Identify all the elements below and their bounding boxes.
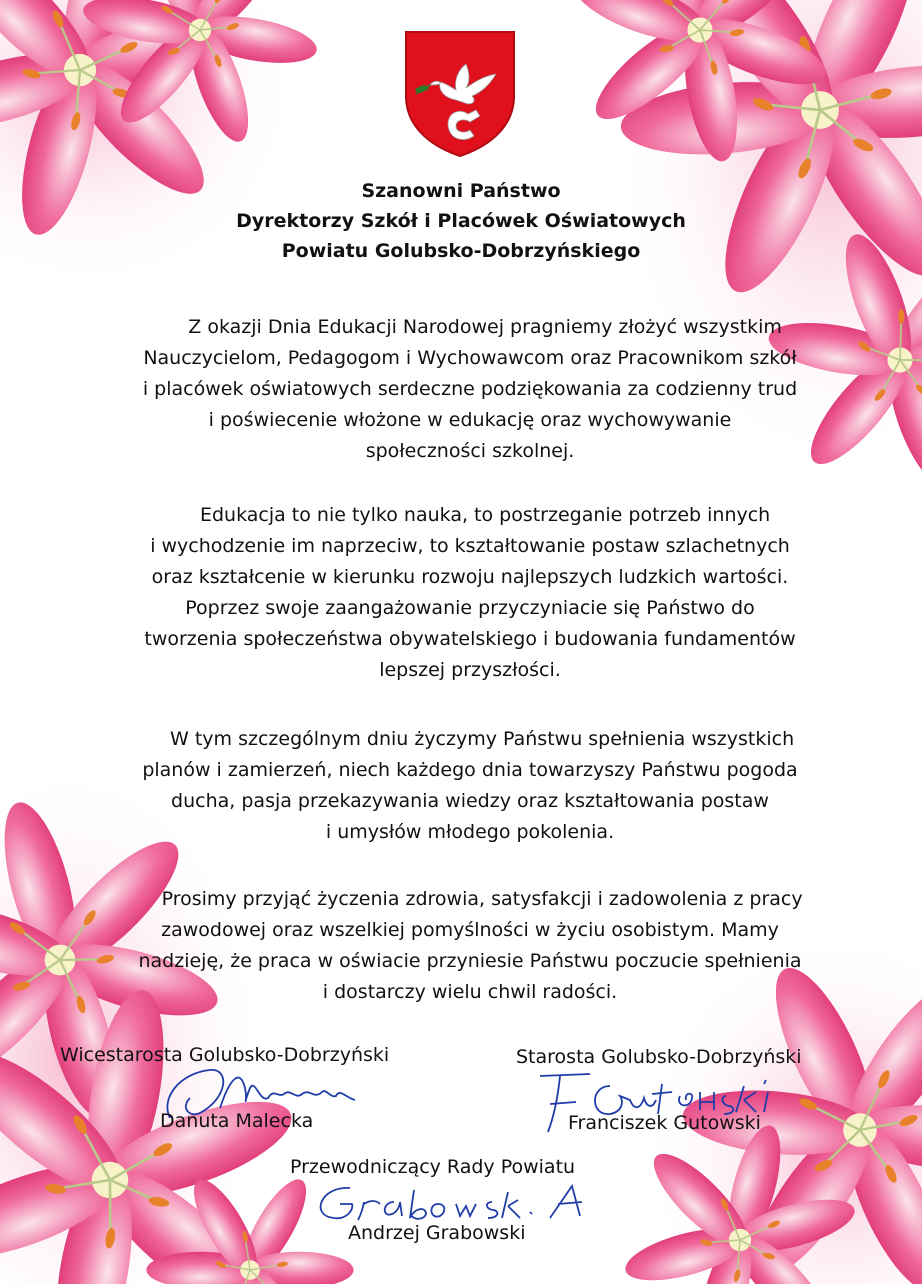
letter-heading [0, 176, 922, 266]
paragraph-3 [90, 724, 850, 848]
paragraph-line: W tym szczególnym dniu życzymy Państwu spełnienia wszystkich [145, 728, 795, 750]
council-chair-title: Przewodniczący Rady Powiatu [290, 1156, 576, 1178]
coat-of-arms-crest [404, 30, 516, 158]
paragraph-line: nadzieję, że praca w oświacie przyniesie Państwu poczucie spełnienia [138, 950, 802, 972]
paragraph-line: Z okazji Dnia Edukacji Narodowej pragniemy złożyć wszystkim [158, 316, 782, 338]
heading-line-2: Dyrektorzy Szkół i Placówek Oświatowych [236, 210, 686, 232]
paragraph-2 [90, 500, 850, 686]
paragraph-line: i dostarczy wielu chwil radości. [322, 981, 618, 1003]
starost-name: Franciszek Gutowski [568, 1112, 761, 1134]
paragraph-line: i wychodzenie im naprzeciw, to kształtowanie postaw szlachetnych [150, 535, 790, 557]
paragraph-line: zawodowej oraz wszelkiej pomyślności w życiu osobistym. Mamy [161, 919, 779, 941]
heading-line-1: Szanowni Państwo [361, 180, 561, 202]
paragraph-4 [90, 884, 850, 1008]
paragraph-line: społeczności szkolnej. [365, 440, 575, 462]
paragraph-line: tworzenia społeczeństwa obywatelskiego i budowania fundamentów [144, 628, 796, 650]
paragraph-1 [90, 312, 850, 467]
paragraph-line: ducha, pasja przekazywania wiedzy oraz kształtowania postaw [171, 790, 769, 812]
starost-title: Starosta Golubsko-Dobrzyński [516, 1046, 802, 1068]
paragraph-line: oraz kształcenie w kierunku rozwoju najlepszych ludzkich wartości. [151, 566, 789, 588]
heading-line-3: Powiatu Golubsko-Dobrzyńskiego [281, 240, 641, 262]
paragraph-line: Prosimy przyjąć życzenia zdrowia, satysfakcji i zadowolenia z pracy [137, 888, 803, 910]
paragraph-line: Edukacja to nie tylko nauka, to postrzeganie potrzeb innych [169, 504, 771, 526]
paragraph-line: i placówek oświatowych serdeczne podziękowania za codzienny trud [142, 378, 798, 400]
council-chair-name: Andrzej Grabowski [348, 1222, 526, 1244]
paragraph-line: lepszej przyszłości. [379, 659, 561, 681]
paragraph-line: Poprzez swoje zaangażowanie przyczyniacie się Państwo do [185, 597, 755, 619]
paragraph-line: Nauczycielom, Pedagogom i Wychowawcom oraz Pracownikom szkół [143, 347, 797, 369]
vice-starost-name: Danuta Malecka [160, 1110, 314, 1132]
paragraph-line: i umysłów młodego pokolenia. [325, 821, 615, 843]
paragraph-line: i poświecenie włożone w edukację oraz wychowywanie [208, 409, 732, 431]
vice-starost-title: Wicestarosta Golubsko-Dobrzyński [60, 1044, 390, 1066]
paragraph-line: planów i zamierzeń, niech każdego dnia towarzyszy Państwu pogoda [142, 759, 798, 781]
